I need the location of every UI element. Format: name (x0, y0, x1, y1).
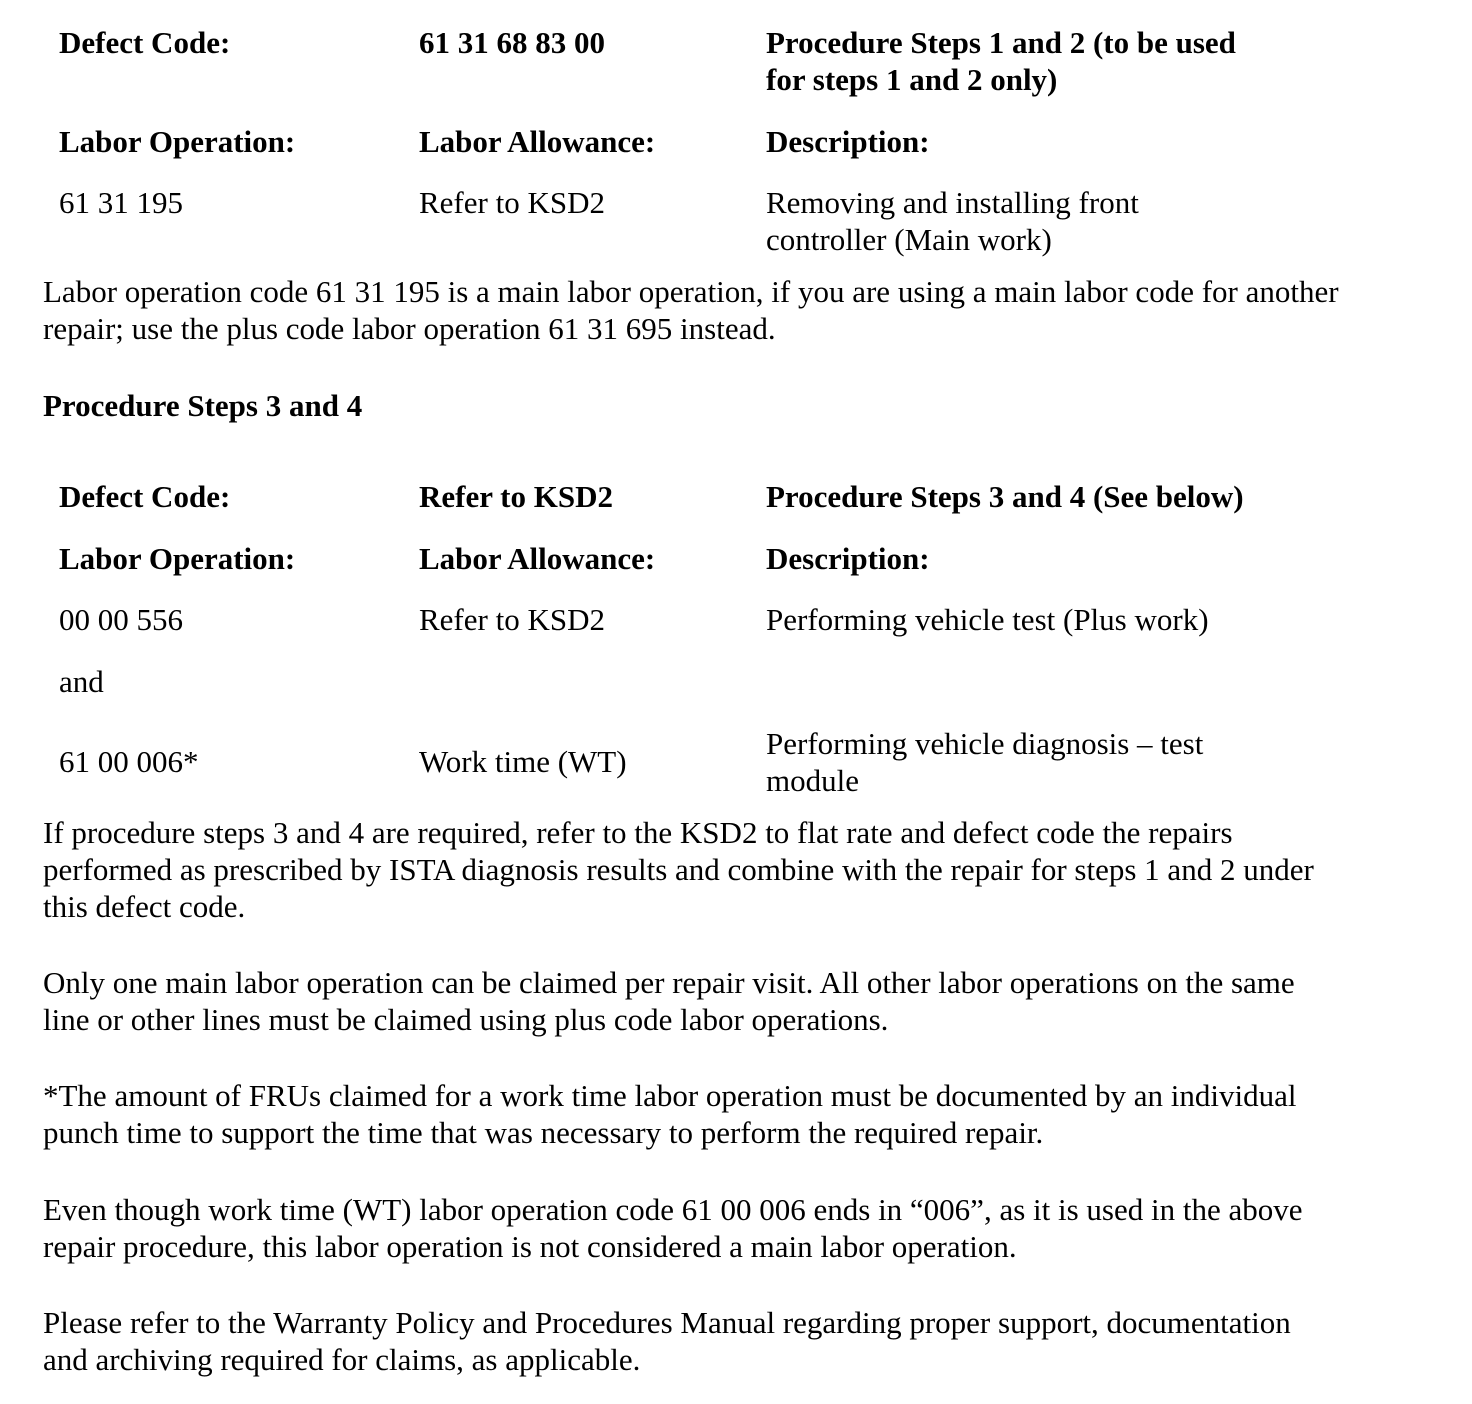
defect-code-value: 61 31 68 83 00 (419, 25, 605, 60)
paragraph-fru-footnote: *The amount of FRUs claimed for a work time labor operation must be documented by an individual punch time to support the time that was necessary to perform the required repair. (43, 1078, 1297, 1150)
paragraph-warranty-manual: Please refer to the Warranty Policy and Procedures Manual regarding proper support, documentation and archiving required for claims, as applicable. (43, 1305, 1291, 1377)
section-heading: Procedure Steps 3 and 4 (43, 388, 363, 423)
labor-allowance-header: Labor Allowance: (419, 541, 656, 576)
labor-operation-cell: 61 31 195 (59, 185, 183, 220)
labor-operation-header: Labor Operation: (59, 541, 296, 576)
labor-operation-cell: 00 00 556 (59, 602, 183, 637)
procedure-steps-heading: Procedure Steps 1 and 2 (to be used for steps 1 and 2 only) (766, 25, 1236, 97)
paragraph-main-labor-limit: Only one main labor operation can be claimed per repair visit. All other labor operations on the same line or other lines must be claimed using plus code labor operations. (43, 965, 1295, 1037)
defect-code-label: Defect Code: (59, 479, 231, 514)
description-cell: Performing vehicle diagnosis – test module (766, 726, 1204, 798)
labor-allowance-cell: Work time (WT) (419, 744, 627, 779)
procedure-steps-heading: Procedure Steps 3 and 4 (See below) (766, 479, 1244, 514)
description-cell: Performing vehicle test (Plus work) (766, 602, 1209, 637)
paragraph-ksd2-instructions: If procedure steps 3 and 4 are required, refer to the KSD2 to flat rate and defect code the repairs performed as prescribed by ISTA diagnosis results and combine with the repair for steps 1 and 2 under this defect code. (43, 815, 1314, 924)
defect-code-value: Refer to KSD2 (419, 479, 613, 514)
labor-operation-cell: 61 00 006* (59, 744, 199, 779)
main-labor-paragraph: Labor operation code 61 31 195 is a main labor operation, if you are using a main labor code for another repair; use the plus code labor operation 61 31 695 instead. (43, 274, 1339, 346)
labor-allowance-cell: Refer to KSD2 (419, 602, 605, 637)
conjunction-and: and (59, 664, 104, 699)
description-header: Description: (766, 124, 930, 159)
labor-allowance-cell: Refer to KSD2 (419, 185, 605, 220)
paragraph-work-time-note: Even though work time (WT) labor operation code 61 00 006 ends in “006”, as it is used in the above repair procedure, this labor operation is not considered a main labor operation. (43, 1192, 1303, 1264)
defect-code-label: Defect Code: (59, 25, 231, 60)
labor-allowance-header: Labor Allowance: (419, 124, 656, 159)
labor-operation-header: Labor Operation: (59, 124, 296, 159)
description-header: Description: (766, 541, 930, 576)
description-cell: Removing and installing front controller (Main work) (766, 185, 1139, 257)
